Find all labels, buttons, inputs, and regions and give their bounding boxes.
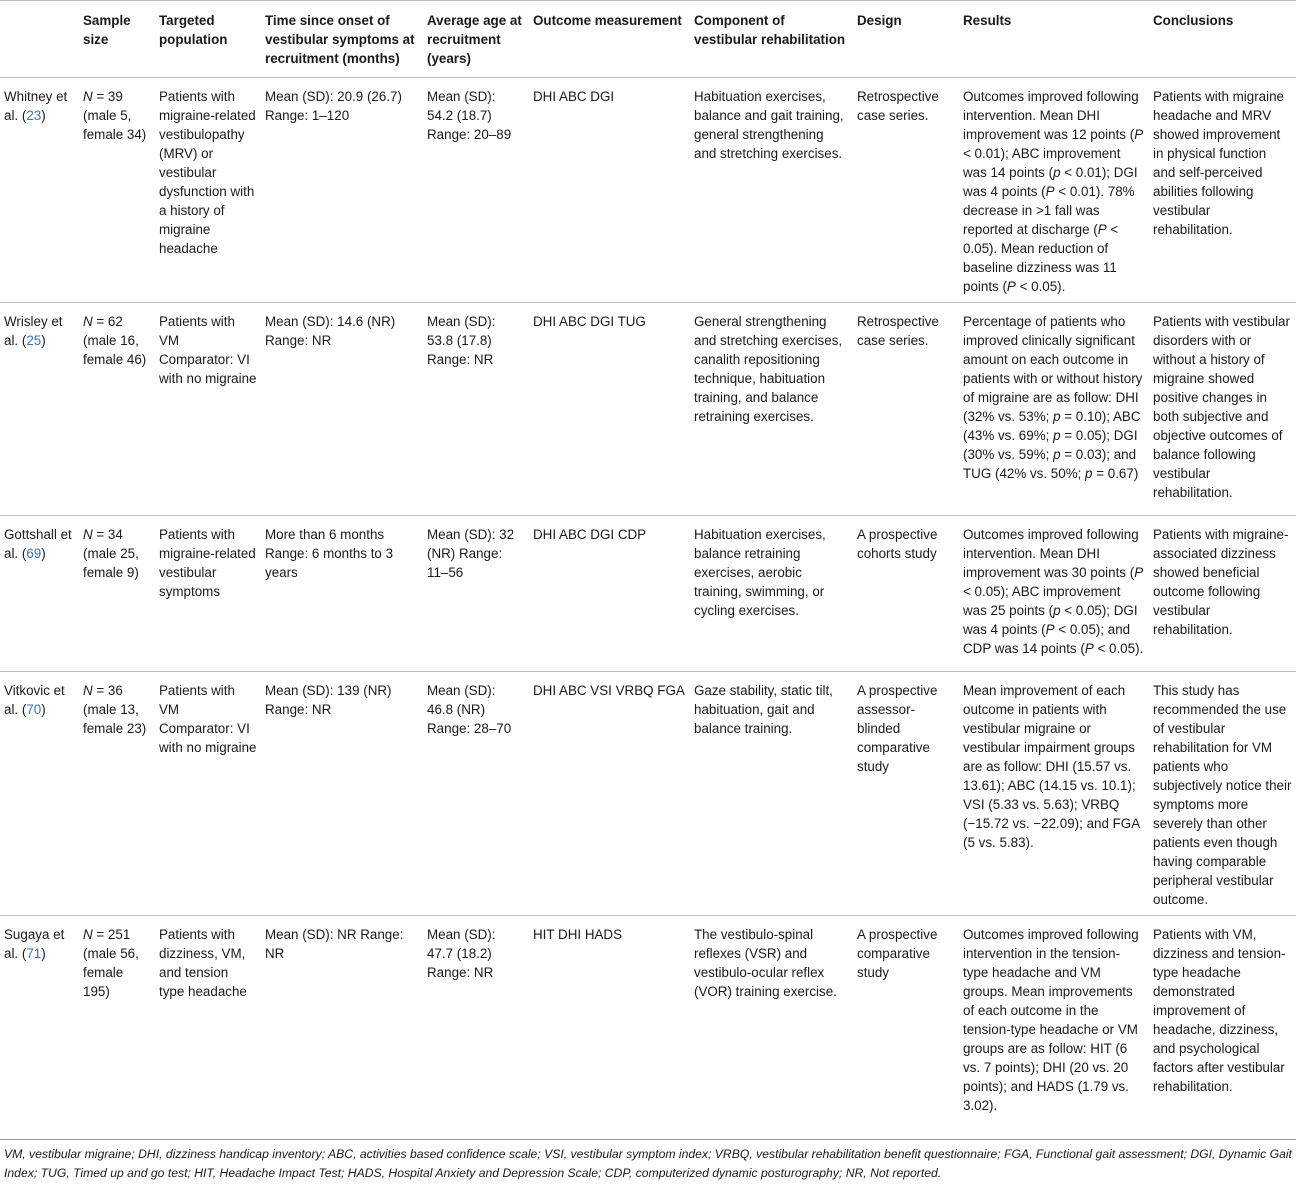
component-cell: Habituation exercises, balance retraining exercises, aerobic training, swimming, or cycling exercises. (694, 527, 826, 618)
age-cell: Mean (SD): 47.7 (18.2) Range: NR (427, 927, 496, 980)
study-name: Wrisley et al. ( (4, 314, 63, 348)
sample-n: N (83, 89, 93, 104)
study-close: ) (41, 333, 46, 348)
results-text: Outcomes improved following intervention. Mean DHI improvement was 30 points ( (963, 527, 1139, 580)
onset-cell: More than 6 months Range: 6 months to 3 years (265, 527, 394, 580)
stat-symbol: P (1134, 127, 1144, 142)
citation-link[interactable]: 25 (26, 333, 42, 348)
sample-size-value: = 39 (male 5, female 34) (83, 89, 147, 142)
component-cell: The vestibulo-spinal reflexes (VSR) and vestibulo-ocular reflex (VOR) training exercise. (694, 927, 837, 999)
stat-symbol: p (1053, 603, 1061, 618)
population-cell: Patients with VM Comparator: VI with no migraine (159, 314, 257, 386)
sample-size-value: = 34 (male 25, female 9) (83, 527, 139, 580)
conclusions-cell: Patients with migraine headache and MRV showed improvement in physical function and self-perceived abilities following vestibular rehabilitation. (1153, 89, 1284, 237)
age-cell: Mean (SD): 46.8 (NR) Range: 28–70 (427, 683, 512, 736)
component-cell: Habituation exercises, balance and gait training, general strengthening and stretching exercises. (694, 89, 844, 161)
results-text: = 0.03); and TUG (42% vs. 50%; (963, 447, 1137, 481)
results-text: < 0.05). (1015, 279, 1066, 294)
onset-cell: Mean (SD): 20.9 (26.7) Range: 1–120 (265, 89, 402, 123)
outcome-cell: DHI ABC DGI TUG (533, 314, 646, 329)
study-cell (0, 916, 79, 1140)
onset-cell: Mean (SD): 139 (NR) Range: NR (265, 683, 392, 717)
header-outcome-measurement: Outcome measurement (533, 13, 682, 28)
header-targeted-population: Targeted population (159, 13, 228, 47)
population-cell: Patients with dizziness, VM, and tension type headache (159, 927, 247, 999)
results-text: = 0.67) (1092, 466, 1139, 481)
design-cell: A prospective assessor-blinded comparative study (857, 683, 938, 774)
results-text: Outcomes improved following intervention. Mean DHI improvement was 12 points ( (963, 89, 1139, 142)
population-cell: Patients with migraine-related vestibulopathy (MRV) or vestibular dysfunction with a history of migraine headache (159, 89, 256, 256)
citation-link[interactable]: 69 (26, 546, 42, 561)
sample-size-cell (79, 516, 155, 672)
results-text: < 0.01); DGI was 4 points ( (963, 165, 1138, 199)
component-cell: General strengthening and stretching exercises, canalith repositioning technique, habituation training, and balance retraining exercises. (694, 314, 843, 424)
onset-cell: Mean (SD): NR Range: NR (265, 927, 404, 961)
results-text: Outcomes improved following intervention in the tension-type headache and VM groups. Mean improvements of each outcome in the tension-type headache or VM groups are as follow: HIT (6 vs. 7 points); DHI (20 vs. 20 points); and HADS (1.79 vs. 3.02). (963, 927, 1139, 1113)
citation-link[interactable]: 23 (26, 108, 42, 123)
study-close: ) (41, 108, 46, 123)
sample-n: N (83, 683, 93, 698)
results-cell (959, 78, 1149, 303)
design-cell: Retrospective case series. (857, 89, 939, 123)
study-name: Vitkovic et al. ( (4, 683, 65, 717)
table-row (0, 303, 1296, 516)
study-cell (0, 303, 79, 516)
study-cell (0, 78, 79, 303)
table-row (0, 516, 1296, 672)
table-row (0, 78, 1296, 303)
stat-symbol: P (1045, 622, 1055, 637)
header-component: Component of vestibular rehabilitation (694, 13, 846, 47)
study-cell (0, 516, 79, 672)
population-cell: Patients with migraine-related vestibular symptoms (159, 527, 256, 599)
population-cell: Patients with VM Comparator: VI with no migraine (159, 683, 257, 755)
table-header-row (0, 1, 1296, 78)
sample-size-cell (79, 672, 155, 916)
table-footnote: VM, vestibular migraine; DHI, dizziness handicap inventory; ABC, activities based confidence scale; VSI, vestibular symptom index; VRBQ, vestibular rehabilitation benefit questionnaire; FGA, Functional gait assessment; DGI, Dynamic Gait Index; TUG, Timed up and go test; HIT, Headache Impact Test; HADS, Hospital Anxiety and Depression Scale; CDP, computerized dynamic posturography; NR, Not reported. (4, 1147, 1292, 1180)
stat-symbol: p (1085, 466, 1093, 481)
header-average-age: Average age at recruitment (years) (427, 13, 522, 66)
conclusions-cell: Patients with vestibular disorders with or without a history of migraine showed positive changes in both subjective and objective outcomes of balance following vestibular rehabilitation. (1153, 314, 1290, 500)
header-results: Results (963, 13, 1012, 28)
design-cell: A prospective cohorts study (857, 527, 938, 561)
outcome-cell: HIT DHI HADS (533, 927, 623, 942)
stat-symbol: p (1053, 165, 1061, 180)
outcome-cell: DHI ABC DGI CDP (533, 527, 647, 542)
table-row (0, 916, 1296, 1140)
sample-size-value: = 251 (male 56, female 195) (83, 927, 139, 999)
results-text: Percentage of patients who improved clinically significant amount on each outcome in patients with or without history of migraine are as follow: DHI (32% vs. 53%; (963, 314, 1143, 424)
design-cell: A prospective comparative study (857, 927, 938, 980)
sample-size-cell (79, 303, 155, 516)
results-text: Mean improvement of each outcome in patients with vestibular migraine or vestibular impairment groups are as follow: DHI (15.57 vs. 13.61); ABC (14.15 vs. 10.1); VSI (5.33 vs. 5.63); VRBQ (−15.72 vs. −22.09); and FGA (5 vs. 5.83). (963, 683, 1140, 850)
study-name: Gottshall et al. ( (4, 527, 72, 561)
conclusions-cell: Patients with VM, dizziness and tension-type headache demonstrated improvement of headache, dizziness, and psychological factors after vestibular rehabilitation. (1153, 927, 1286, 1094)
results-text: = 0.10); ABC (43% vs. 69%; (963, 409, 1141, 443)
outcome-cell: DHI ABC VSI VRBQ FGA (533, 683, 685, 698)
results-text: < 0.05). Mean reduction of baseline dizziness was 11 points ( (963, 222, 1119, 294)
citation-link[interactable]: 70 (26, 702, 42, 717)
results-text: < 0.05); DGI was 4 points ( (963, 603, 1138, 637)
results-cell (959, 303, 1149, 516)
study-cell (0, 672, 79, 916)
stat-symbol: P (1134, 565, 1144, 580)
study-close: ) (41, 546, 46, 561)
study-name: Whitney et al. ( (4, 89, 68, 123)
onset-cell: Mean (SD): 14.6 (NR) Range: NR (265, 314, 396, 348)
study-close: ) (41, 946, 46, 961)
citation-link[interactable]: 71 (26, 946, 42, 961)
results-cell (959, 672, 1149, 916)
age-cell: Mean (SD): 32 (NR) Range: 11–56 (427, 527, 515, 580)
sample-size-value: = 36 (male 13, female 23) (83, 683, 147, 736)
stat-symbol: P (1006, 279, 1016, 294)
component-cell: Gaze stability, static tilt, habituation, gait and balance training. (694, 683, 833, 736)
stat-symbol: P (1084, 641, 1094, 656)
study-close: ) (41, 702, 46, 717)
sample-n: N (83, 314, 93, 329)
sample-n: N (83, 527, 93, 542)
results-text: < 0.01). 78% decrease in >1 fall was reported at discharge ( (963, 184, 1135, 237)
stat-symbol: p (1053, 428, 1061, 443)
results-text: < 0.05); and CDP was 14 points ( (963, 622, 1131, 656)
header-time-since-onset: Time since onset of vestibular symptoms at recruitment (months) (265, 13, 415, 66)
results-cell (959, 516, 1149, 672)
sample-size-cell (79, 78, 155, 303)
stat-symbol: P (1045, 184, 1055, 199)
stat-symbol: p (1053, 409, 1061, 424)
results-text: < 0.05); ABC improvement was 25 points ( (963, 584, 1121, 618)
results-text: = 0.05); DGI (30% vs. 59%; (963, 428, 1138, 462)
header-study (0, 1, 79, 78)
results-cell (959, 916, 1149, 1140)
sample-size-cell (79, 916, 155, 1140)
header-conclusions: Conclusions (1153, 13, 1234, 28)
sample-n: N (83, 927, 93, 942)
table-row (0, 672, 1296, 916)
results-text: < 0.01); ABC improvement was 14 points ( (963, 146, 1121, 180)
stat-symbol: p (1053, 447, 1061, 462)
results-text: < 0.05). (1093, 641, 1144, 656)
outcome-cell: DHI ABC DGI (533, 89, 615, 104)
conclusions-cell: Patients with migraine-associated dizziness showed beneficial outcome following vestibular rehabilitation. (1153, 527, 1289, 637)
header-design: Design (857, 13, 902, 28)
study-name: Sugaya et al. ( (4, 927, 65, 961)
stat-symbol: P (1097, 222, 1107, 237)
sample-size-value: = 62 (male 16, female 46) (83, 314, 147, 367)
header-sample-size: Sample size (83, 13, 131, 47)
conclusions-cell: This study has recommended the use of vestibular rehabilitation for VM patients who subjectively notice their symptoms more severely than other patients even though having comparable peripheral vestibular outcome. (1153, 683, 1292, 907)
age-cell: Mean (SD): 53.8 (17.8) Range: NR (427, 314, 496, 367)
age-cell: Mean (SD): 54.2 (18.7) Range: 20–89 (427, 89, 512, 142)
design-cell: Retrospective case series. (857, 314, 939, 348)
